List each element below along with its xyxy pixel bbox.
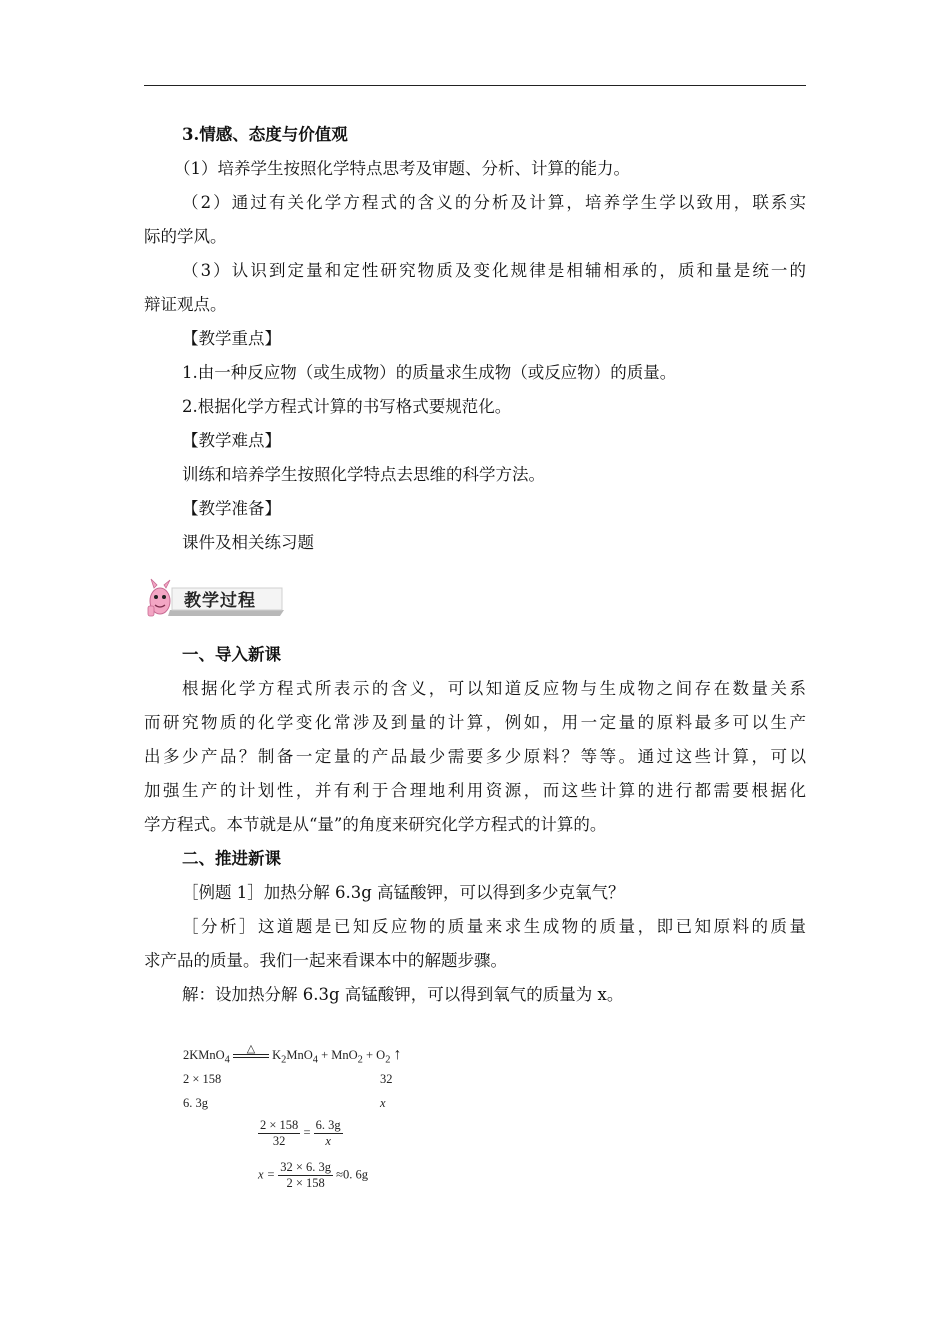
result-equation: x = $\frac{32 \times 6. 3g}{2 \times 158}$ ≈0. 6g — [258, 1160, 369, 1190]
result-fraction: $\frac{32 \times 6. 3g}{2 \times 158}$ — [280, 1160, 332, 1190]
difficulty-heading: 【教学难点】 — [182, 431, 281, 450]
molar-mass-right: 32 — [380, 1072, 393, 1086]
intro-line-2: 而研究物质的化学变化常涉及到量的计算，例如，用一定量的原料最多可以生产 — [144, 713, 806, 732]
heat-condition-icon: △ — [246, 1043, 256, 1056]
teaching-process-label: 教学过程 — [184, 591, 256, 611]
key-points-heading: 【教学重点】 — [182, 329, 281, 348]
intro-heading: 一、导入新课 — [182, 645, 281, 664]
gas-up-arrow-icon: ↑ — [393, 1046, 402, 1063]
objective-item-2-line-1: （2）通过有关化学方程式的含义的分析及计算，培养学生学以致用，联系实 — [182, 193, 806, 212]
solution-statement: 解：设加热分解 6.3g 高锰酸钾，可以得到氧气的质量为 x。 — [182, 985, 624, 1004]
product-oxygen: + $O_2$ — [366, 1048, 391, 1066]
analysis-line-2: 求产品的质量。我们一起来看课本中的解题步骤。 — [144, 951, 507, 970]
reaction-equation — [183, 1043, 402, 1066]
document-body — [144, 118, 806, 560]
intro-line-3: 出多少产品？制备一定量的产品最少需要多少原料？等等。通过这些计算，可以 — [144, 747, 806, 766]
key-point-2: 2.根据化学方程式计算的书写格式要规范化。 — [182, 397, 512, 416]
key-point-1: 1.由一种反应物（或生成物）的质量求生成物（或反应物）的质量。 — [182, 363, 677, 382]
difficulty-text: 训练和培养学生按照化学特点去思维的科学方法。 — [182, 465, 545, 484]
reactant-formula: 2KMnO$_4$ — [183, 1048, 230, 1066]
given-mass: 6. 3g — [183, 1096, 208, 1110]
proportion-right: $\frac{6. 3g}{x}$ — [315, 1118, 341, 1148]
preparation-text: 课件及相关练习题 — [182, 533, 314, 552]
intro-line-1: 根据化学方程式所表示的含义，可以知道反应物与生成物之间存在数量关系 — [182, 679, 806, 698]
molar-mass-left: 2 × 158 — [183, 1072, 222, 1086]
objectives-heading: 3.情感、态度与价值观 — [182, 125, 348, 144]
header-rule — [144, 85, 806, 86]
lesson-body — [144, 638, 806, 1012]
objective-item-3-line-2: 辩证观点。 — [144, 295, 227, 314]
intro-line-4: 加强生产的计划性，并有利于合理地利用资源，而这些计算的进行都需要根据化 — [144, 781, 806, 800]
proportion-equation: $\frac{2 \times 158}{32}$ = $\frac{6. 3g}{x}$ — [260, 1118, 341, 1148]
heating-arrow — [233, 1043, 269, 1058]
objective-item-2-line-2: 际的学风。 — [144, 227, 227, 246]
proportion-left: $\frac{2 \times 158}{32}$ — [260, 1118, 299, 1148]
new-lesson-heading: 二、推进新课 — [182, 849, 281, 868]
teaching-process-banner — [144, 576, 288, 622]
intro-line-5: 学方程式。本节就是从“量”的角度来研究化学方程式的计算的。 — [144, 815, 607, 834]
product-potassium-manganate: $K_2MnO_4$ — [272, 1048, 318, 1066]
analysis-line-1: ［分析］这道题是已知反应物的质量来求生成物的质量，即已知原料的质量 — [182, 917, 806, 936]
preparation-heading: 【教学准备】 — [182, 499, 281, 518]
example-1: ［例题 1］加热分解 6.3g 高锰酸钾，可以得到多少克氧气？ — [182, 883, 625, 902]
unknown-mass: x — [380, 1096, 386, 1110]
objective-item-3-line-1: （3）认识到定量和定性研究物质及变化规律是相辅相承的，质和量是统一的 — [182, 261, 806, 280]
objective-item-1: （1）培养学生按照化学特点思考及审题、分析、计算的能力。 — [174, 159, 630, 178]
product-manganese-dioxide: + MnO$_2$ — [321, 1048, 363, 1066]
